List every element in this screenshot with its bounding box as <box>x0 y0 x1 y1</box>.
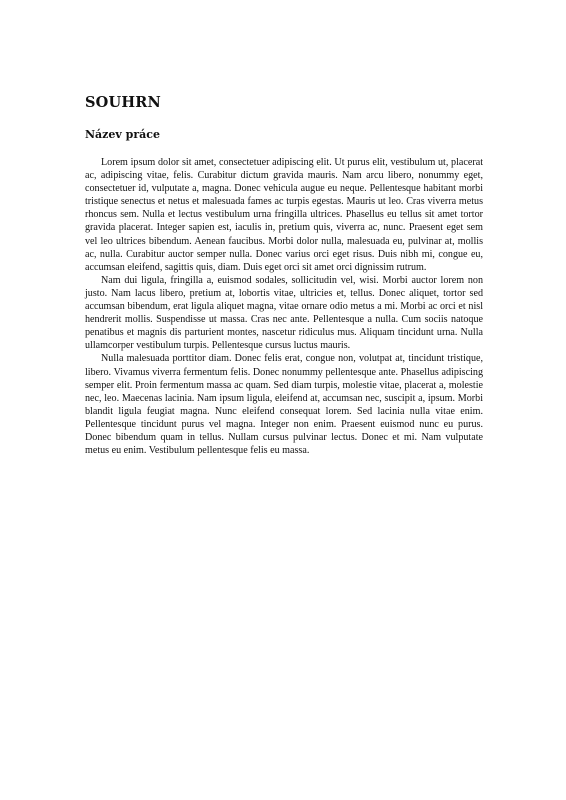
section-title: Název práce <box>85 128 160 141</box>
body-paragraph-1: Lorem ipsum dolor sit amet, consectetuer adipiscing elit. Ut purus elit, vestibulum ut, placerat ac, adipiscing vitae, felis. Curabitur dictum gravida mauris. Nam arcu libero, nonummy eget, consectetuer id, vulputate a, magna. Donec vehicula augue eu neque. Pellentesque habitant morbi tristique senectus et netus et malesuada fames ac turpis egestas. Mauris ut leo. Cras viverra metus rhoncus sem. Nulla et lectus vestibulum urna fringilla ultrices. Phasellus eu tellus sit amet tortor gravida placerat. Integer sapien est, iaculis in, pretium quis, viverra ac, nunc. Praesent eget sem vel leo ultrices bibendum. Aenean faucibus. Morbi dolor nulla, malesuada eu, pulvinar at, mollis ac, nulla. Curabitur auctor semper nulla. Donec varius orci eget risus. Duis nibh mi, congue eu, accumsan eleifend, sagittis quis, diam. Duis eget orci sit amet orci dignissim rutrum. <box>85 157 483 273</box>
chapter-title: SOUHRN <box>85 94 161 111</box>
body-paragraph-3: Nulla malesuada porttitor diam. Donec felis erat, congue non, volutpat at, tincidunt tristique, libero. Vivamus viverra fermentum felis. Donec nonummy pellentesque ante. Phasellus adipiscing semper elit. Proin fermentum massa ac quam. Sed diam turpis, molestie vitae, placerat a, molestie nec, leo. Maecenas lacinia. Nam ipsum ligula, eleifend at, accumsan nec, suscipit a, ipsum. Morbi blandit ligula feugiat magna. Nunc eleifend consequat lorem. Sed lacinia nulla vitae enim. Pellentesque tincidunt purus vel magna. Integer non enim. Praesent euismod nunc eu purus. Donec bibendum quam in tellus. Nullam cursus pulvinar lectus. Donec et mi. Nam vulputate metus eu enim. Vestibulum pellentesque felis eu massa. <box>85 353 483 457</box>
page-content <box>85 94 483 457</box>
body-paragraph-2: Nam dui ligula, fringilla a, euismod sodales, sollicitudin vel, wisi. Morbi auctor lorem non justo. Nam lacus libero, pretium at, lobortis vitae, ultricies et, tellus. Donec aliquet, tortor sed accumsan bibendum, erat ligula aliquet magna, vitae ornare odio metus a mi. Morbi ac orci et nisl hendrerit mollis. Suspendisse ut massa. Cras nec ante. Pellentesque a nulla. Cum sociis natoque penatibus et magnis dis parturient montes, nascetur ridiculus mus. Aliquam tincidunt urna. Nulla ullamcorper vestibulum turpis. Pellentesque cursus luctus mauris. <box>85 274 483 352</box>
